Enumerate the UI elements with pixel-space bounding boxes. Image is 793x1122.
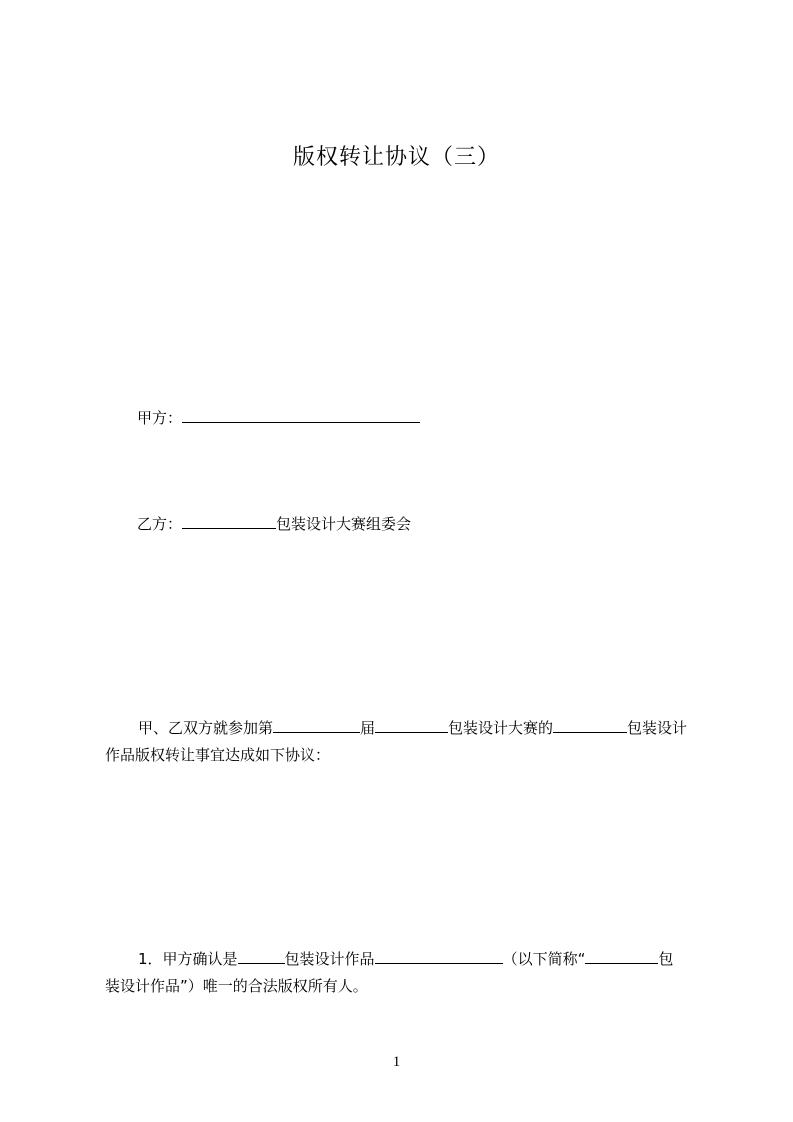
page-number: 1 <box>392 1054 401 1070</box>
party-a-label: 甲方： <box>137 409 183 427</box>
party-b-blank[interactable] <box>182 513 276 529</box>
contest-name-blank[interactable] <box>375 717 448 733</box>
party-b-suffix: 包装设计大赛组委会 <box>276 515 412 533</box>
clause-1-seg3: （以下简称“ <box>502 950 586 968</box>
work-title-blank[interactable] <box>375 948 503 964</box>
work-name-blank[interactable] <box>553 717 627 733</box>
intro-line-2: 作品版权转让事宜达成如下协议： <box>105 746 331 764</box>
document-title: 版权转让协议（三） <box>292 145 500 170</box>
party-b-line <box>137 513 411 534</box>
party-a-blank[interactable] <box>182 407 420 423</box>
short-name-blank[interactable] <box>585 948 658 964</box>
clause-1-line-2: 装设计作品”）唯一的合法版权所有人。 <box>105 977 368 995</box>
intro-line-1 <box>138 717 687 738</box>
session-number-blank[interactable] <box>273 717 360 733</box>
party-b-label: 乙方： <box>137 515 183 533</box>
author-blank[interactable] <box>238 948 285 964</box>
intro-seg1: 甲、乙双方就参加第 <box>138 719 274 737</box>
intro-seg2: 届 <box>360 719 376 737</box>
intro-seg3: 包装设计大赛的 <box>448 719 554 737</box>
clause-1-line-1 <box>138 948 673 969</box>
clause-1-seg4: 包 <box>658 950 674 968</box>
clause-1-seg2: 包装设计作品 <box>284 950 375 968</box>
clause-1-seg1: 1．甲方确认是 <box>138 950 238 968</box>
party-a-line <box>137 407 420 428</box>
intro-seg4: 包装设计 <box>627 719 688 737</box>
